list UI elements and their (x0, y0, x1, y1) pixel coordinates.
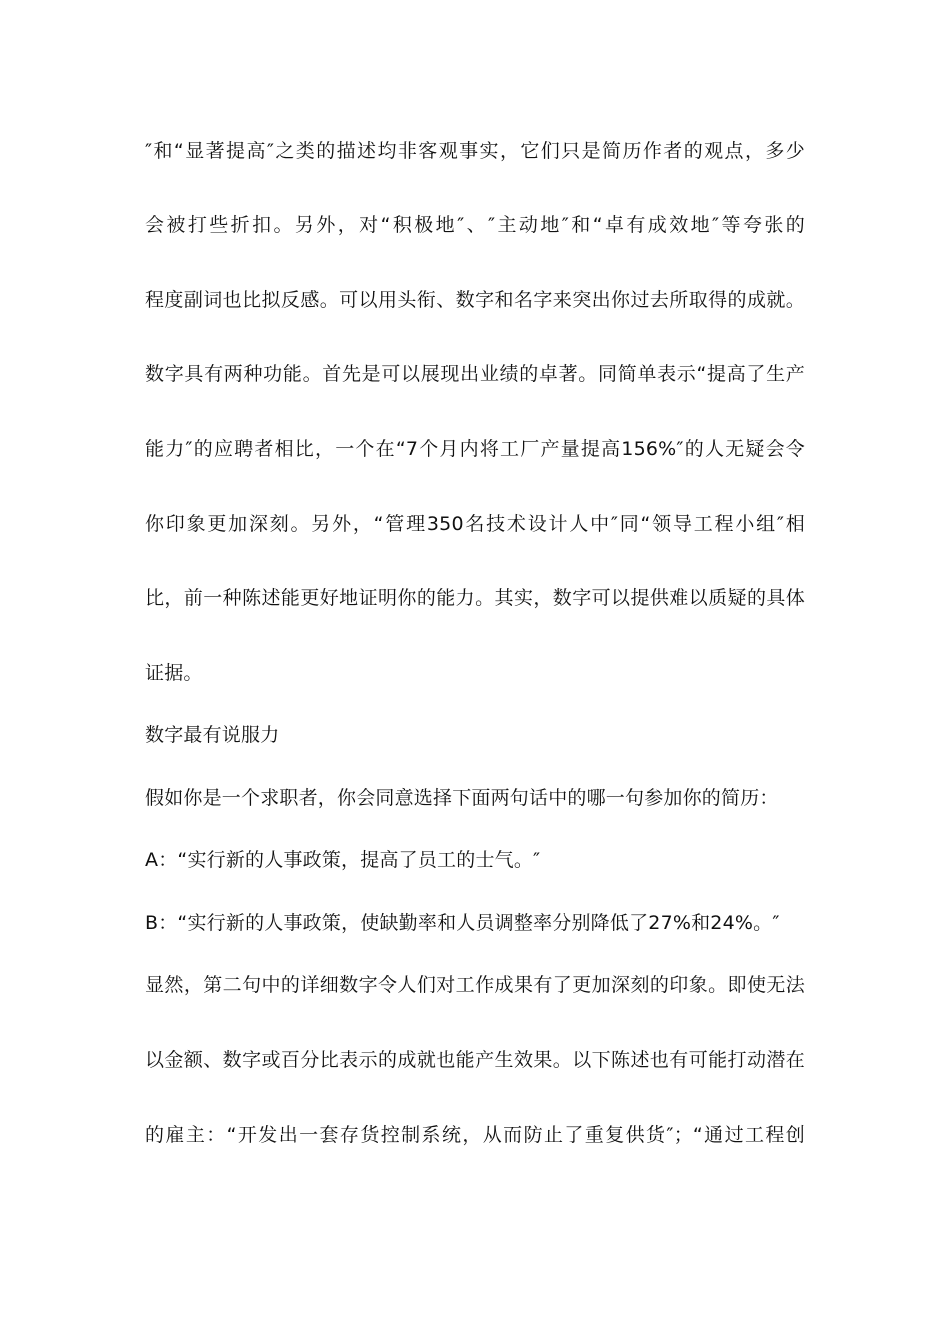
paragraph-line: 程度副词也比拟反感。可以用头衔、数字和名字来突出你过去所取得的成就。 (145, 289, 805, 311)
paragraph-line: 数字具有两种功能。首先是可以展现出业绩的卓著。同简单表示“提高了生产 (145, 363, 805, 385)
paragraph-line: 你印象更加深刻。另外，“管理350名技术设计人中″同“领导工程小组″相 (145, 513, 805, 535)
option-b-line: B：“实行新的人事政策，使缺勤率和人员调整率分别降低了27%和24%。″ (145, 912, 780, 934)
paragraph-line: 以金额、数字或百分比表示的成就也能产生效果。以下陈述也有可能打动潜在 (145, 1049, 805, 1071)
paragraph-line: 会被打些折扣。另外，对“积极地″、″主动地″和“卓有成效地″等夸张的 (145, 214, 805, 236)
paragraph-line: ″和“显著提高″之类的描述均非客观事实，它们只是简历作者的观点，多少 (145, 140, 805, 162)
paragraph-line: 的雇主：“开发出一套存货控制系统，从而防止了重复供货″；“通过工程创 (145, 1124, 805, 1146)
paragraph-line: 能力″的应聘者相比，一个在“7个月内将工厂产量提高156%″的人无疑会令 (145, 438, 805, 460)
paragraph-line: 比，前一种陈述能更好地证明你的能力。其实，数字可以提供难以质疑的具体 (145, 587, 805, 609)
paragraph-line: 显然，第二句中的详细数字令人们对工作成果有了更加深刻的印象。即使无法 (145, 974, 805, 996)
section-heading: 数字最有说服力 (145, 724, 280, 746)
paragraph-line: 假如你是一个求职者，你会同意选择下面两句话中的哪一句参加你的简历： (145, 787, 779, 809)
paragraph-line: 证据。 (145, 662, 203, 684)
option-a-line: A：“实行新的人事政策，提高了员工的士气。″ (145, 849, 541, 871)
